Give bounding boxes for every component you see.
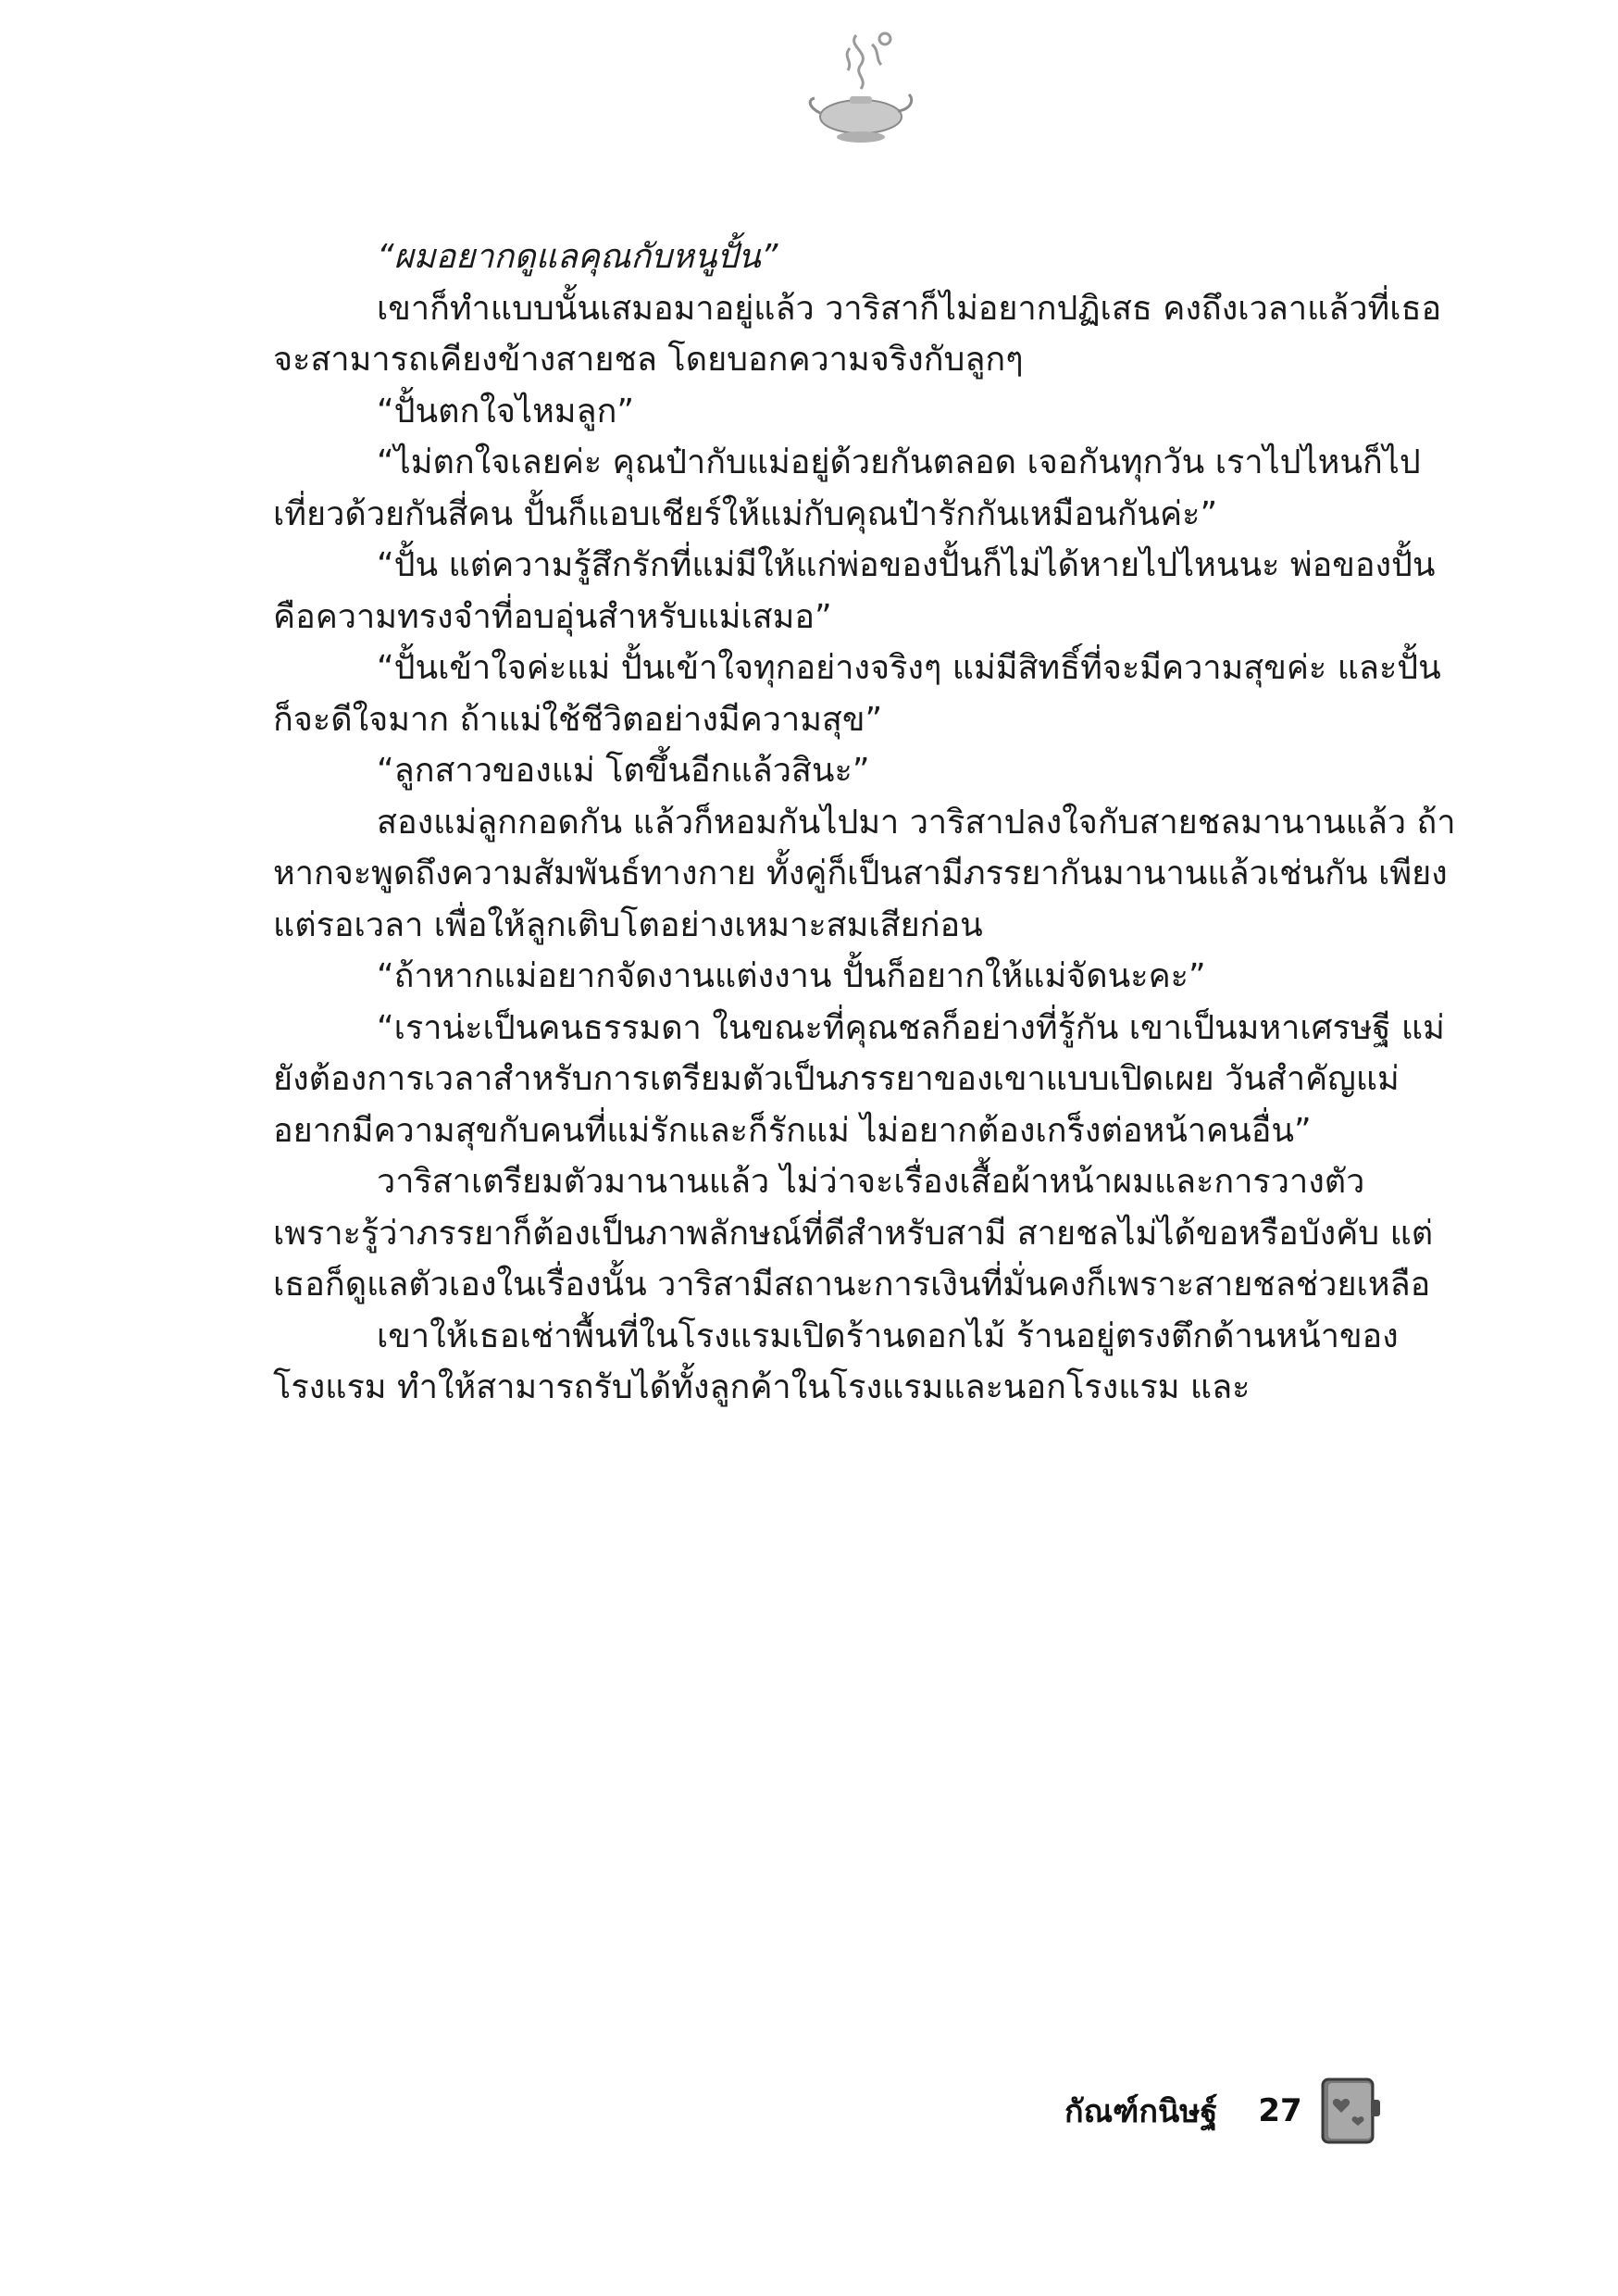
body-text bbox=[273, 231, 1458, 1414]
paragraph: “ไม่ตกใจเลยค่ะ คุณป๋ากับแม่อยู่ด้วยกันตลอด เจอกันทุกวัน เราไปไหนก็ไปเที่ยวด้วยกันสี่คน ปั้นก็แอบเชียร์ให้แม่กับคุณป๋ารักกันเหมือนกันค่ะ” bbox=[273, 443, 1421, 533]
paragraph: “ปั้นเข้าใจค่ะแม่ ปั้นเข้าใจทุกอย่างจริงๆ แม่มีสิทธิ์ที่จะมีความสุขค่ะ และปั้นก็จะดีใจมาก ถ้าแม่ใช้ชีวิตอย่างมีความสุข” bbox=[273, 649, 1441, 739]
book-icon bbox=[1313, 2074, 1386, 2148]
paragraph: “ปั้นตกใจไหมลูก” bbox=[377, 392, 635, 430]
page-number: 27 bbox=[1258, 2092, 1302, 2129]
page-footer bbox=[1064, 2078, 1386, 2143]
paragraph: “ปั้น แต่ความรู้สึกรักที่แม่มีให้แก่พ่อของปั้นก็ไม่ได้หายไปไหนนะ พ่อของปั้นคือความทรงจำที่อบอุ่นสำหรับแม่เสมอ” bbox=[273, 546, 1436, 636]
book-title: กัณฑ์กนิษฐ์ bbox=[1064, 2093, 1218, 2130]
paragraph: เขาก็ทำแบบนั้นเสมอมาอยู่แล้ว วาริสาก็ไม่อยากปฏิเสธ คงถึงเวลาแล้วที่เธอจะสามารถเคียงข้างสายชล โดยบอกความจริงกับลูกๆ bbox=[273, 289, 1442, 379]
paragraph: “ลูกสาวของแม่ โตขึ้นอีกแล้วสินะ” bbox=[377, 752, 870, 790]
paragraph: สองแม่ลูกกอดกัน แล้วก็หอมกันไปมา วาริสาปลงใจกับสายชลมานานแล้ว ถ้าหากจะพูดถึงความสัมพันธ์ทางกาย ทั้งคู่ก็เป็นสามีภรรยากันมานานแล้วเช่นกัน เพียงแต่รอเวลา เพื่อให้ลูกเติบโตอย่างเหมาะสมเสียก่อน bbox=[273, 803, 1456, 944]
genie-lamp-icon bbox=[805, 28, 916, 157]
paragraph: เขาให้เธอเช่าพื้นที่ในโรงแรมเปิดร้านดอกไม้ ร้านอยู่ตรงตึกด้านหน้าของโรงแรม ทำให้สามารถรับได้ทั้งลูกค้าในโรงแรมและนอกโรงแรม และ bbox=[273, 1316, 1399, 1406]
paragraph: วาริสาเตรียมตัวมานานแล้ว ไม่ว่าจะเรื่องเสื้อผ้าหน้าผมและการวางตัว เพราะรู้ว่าภรรยาก็ต้องเป็นภาพลักษณ์ที่ดีสำหรับสามี สายชลไม่ได้ขอหรือบังคับ แต่เธอก็ดูแลตัวเองในเรื่องนั้น วาริสามีสถานะการเงินที่มั่นคงก็เพราะสายชลช่วยเหลือ bbox=[273, 1163, 1434, 1304]
paragraph: “เราน่ะเป็นคนธรรมดา ในขณะที่คุณชลก็อย่างที่รู้กัน เขาเป็นมหาเศรษฐี แม่ยังต้องการเวลาสำหรับการเตรียมตัวเป็นภรรยาของเขาแบบเปิดเผย วันสำคัญแม่อยากมีความสุขกับคนที่แม่รักและก็รักแม่ ไม่อยากต้องเกร็งต่อหน้าคนอื่น” bbox=[273, 1008, 1445, 1150]
paragraph: “ผมอยากดูแลคุณกับหนูปั้น” bbox=[377, 238, 778, 276]
paragraph: “ถ้าหากแม่อยากจัดงานแต่งงาน ปั้นก็อยากให้แม่จัดนะคะ” bbox=[377, 957, 1206, 995]
